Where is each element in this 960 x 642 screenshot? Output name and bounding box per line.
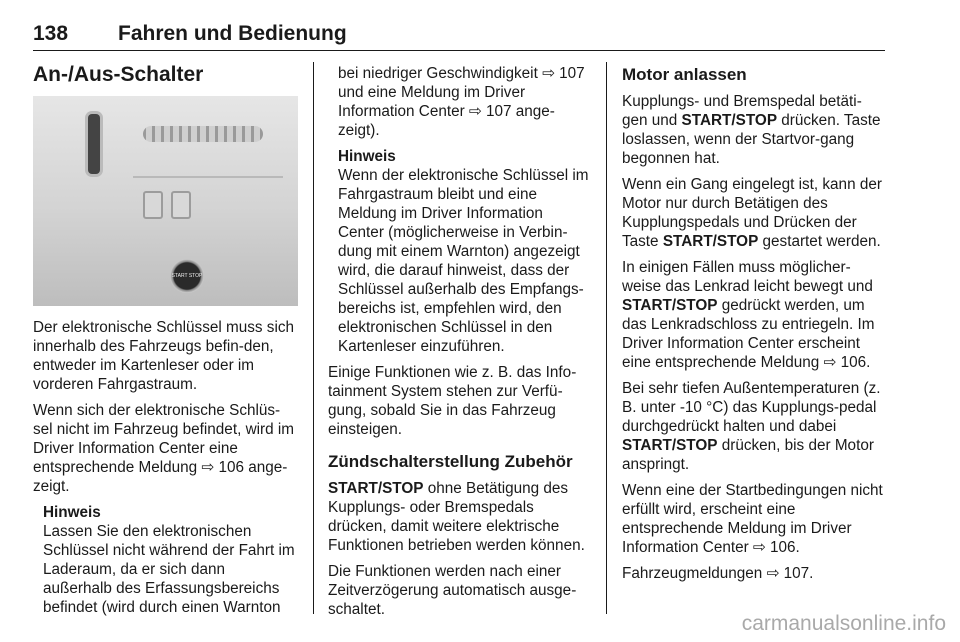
switch-left — [143, 191, 163, 219]
switch-panel — [133, 176, 283, 268]
column-divider — [606, 62, 607, 614]
switch-right — [171, 191, 191, 219]
text-run: drücken, bis der Motor anspringt. — [622, 437, 874, 473]
text-run: drücken. Taste loslassen, wenn der Startvor-gang begonnen hat. — [622, 112, 881, 167]
hint-continued — [328, 64, 590, 140]
text-run: Bei sehr tiefen Außentemperaturen (z. B. unter -10 °C) das Kupplungs-pedal durchgedrückt halten und dabei — [622, 380, 881, 435]
hint-text-continued: bei niedriger Geschwindigkeit ⇨ 107 und eine Meldung im Driver Information Center ⇨ 107 ange-zeigt). — [338, 65, 585, 139]
paragraph: Die Funktionen werden nach einer Zeitverzögerung automatisch ausge-schaltet. — [328, 563, 577, 618]
column-divider — [313, 62, 314, 614]
text-run: gestartet werden. — [758, 233, 881, 250]
paragraph — [622, 92, 887, 168]
start-stop-label: START/STOP — [622, 437, 718, 454]
text-run: ohne Betätigung des Kupplungs- oder Bremspedals drücken, damit weitere elektrische Funktionen betrieben werden können. — [328, 480, 585, 554]
start-stop-label: START/STOP — [328, 480, 424, 497]
start-stop-label: START/STOP — [681, 112, 778, 129]
hint-title: Hinweis — [43, 504, 101, 521]
column-middle — [328, 64, 590, 626]
start-stop-label: START/STOP — [662, 233, 759, 250]
text-run: In einigen Fällen muss möglicher-weise das Lenkrad leicht bewegt und — [622, 259, 873, 295]
section-heading-start-engine: Motor anlassen — [622, 65, 747, 84]
paragraph: Einige Funktionen wie z. B. das Info-tainment System stehen zur Verfü-gung, sobald Sie in das Fahrzeug einsteigen. — [328, 364, 577, 438]
start-stop-label: START/STOP — [622, 297, 718, 314]
hint-box — [328, 147, 590, 356]
paragraph — [622, 258, 887, 372]
paragraph — [328, 479, 590, 555]
paragraph — [622, 379, 887, 474]
hint-title: Hinweis — [338, 148, 396, 165]
section-heading-switch: An-/Aus-Schalter — [33, 63, 204, 86]
paragraph: Fahrzeugmeldungen ⇨ 107. — [622, 565, 814, 582]
chapter-title: Fahren und Bedienung — [118, 22, 347, 45]
paragraph: Wenn eine der Startbedingungen nicht erfüllt wird, erscheint eine entsprechende Meldung im Driver Information Center ⇨ 106. — [622, 482, 883, 556]
paragraph: Wenn sich der elektronische Schlüs-sel nicht im Fahrzeug befindet, wird im Driver Information Center eine entsprechende Meldung ⇨ 106 ange-zeigt. — [33, 402, 295, 495]
hint-box — [33, 503, 298, 617]
section-heading-accessory: Zündschalterstellung Zubehör — [328, 452, 573, 471]
hint-text: Lassen Sie den elektronischen Schlüssel nicht während der Fahrt im Laderaum, da er sich dann außerhalb des Erfassungsbereichs befindet (wird durch einen Warnton — [43, 523, 295, 616]
page-number: 138 — [33, 22, 69, 45]
paragraph: Der elektronische Schlüssel muss sich innerhalb des Fahrzeugs befin-den, entweder im Kartenleser oder im vorderen Fahrgastraum. — [33, 319, 294, 393]
text-run: Wenn ein Gang eingelegt ist, kann der Motor nur durch Betätigen des Kupplungspedals und Drücken der Taste — [622, 176, 882, 250]
paragraph — [622, 175, 887, 251]
column-right — [622, 64, 887, 590]
column-left — [33, 62, 298, 617]
hint-text: Wenn der elektronische Schlüssel im Fahrgastraum bleibt und eine Meldung im Driver Information Center (möglicherweise in Verbin-dung mit einem Warnton) angezeigt wird, die darauf hinweist, dass der Schlüssel außerhalb des Empfangs-bereichs ist, empfehlen wird, den elektronischen Schlüssel in den Kartenleser einzuführen. — [338, 167, 589, 355]
watermark: carmanualsonline.info — [741, 612, 946, 635]
text-run: gedrückt werden, um das Lenkradschloss zu entriegeln. Im Driver Information Center erscheint eine entsprechende Meldung ⇨ 106. — [622, 297, 875, 371]
page-header — [33, 22, 885, 51]
card-reader-slot — [88, 114, 100, 174]
start-stop-photo — [33, 96, 298, 306]
start-stop-button-icon: START STOP — [170, 259, 204, 293]
air-vent — [143, 126, 263, 142]
text-run: Kupplungs- und Bremspedal betäti-gen und — [622, 93, 862, 129]
